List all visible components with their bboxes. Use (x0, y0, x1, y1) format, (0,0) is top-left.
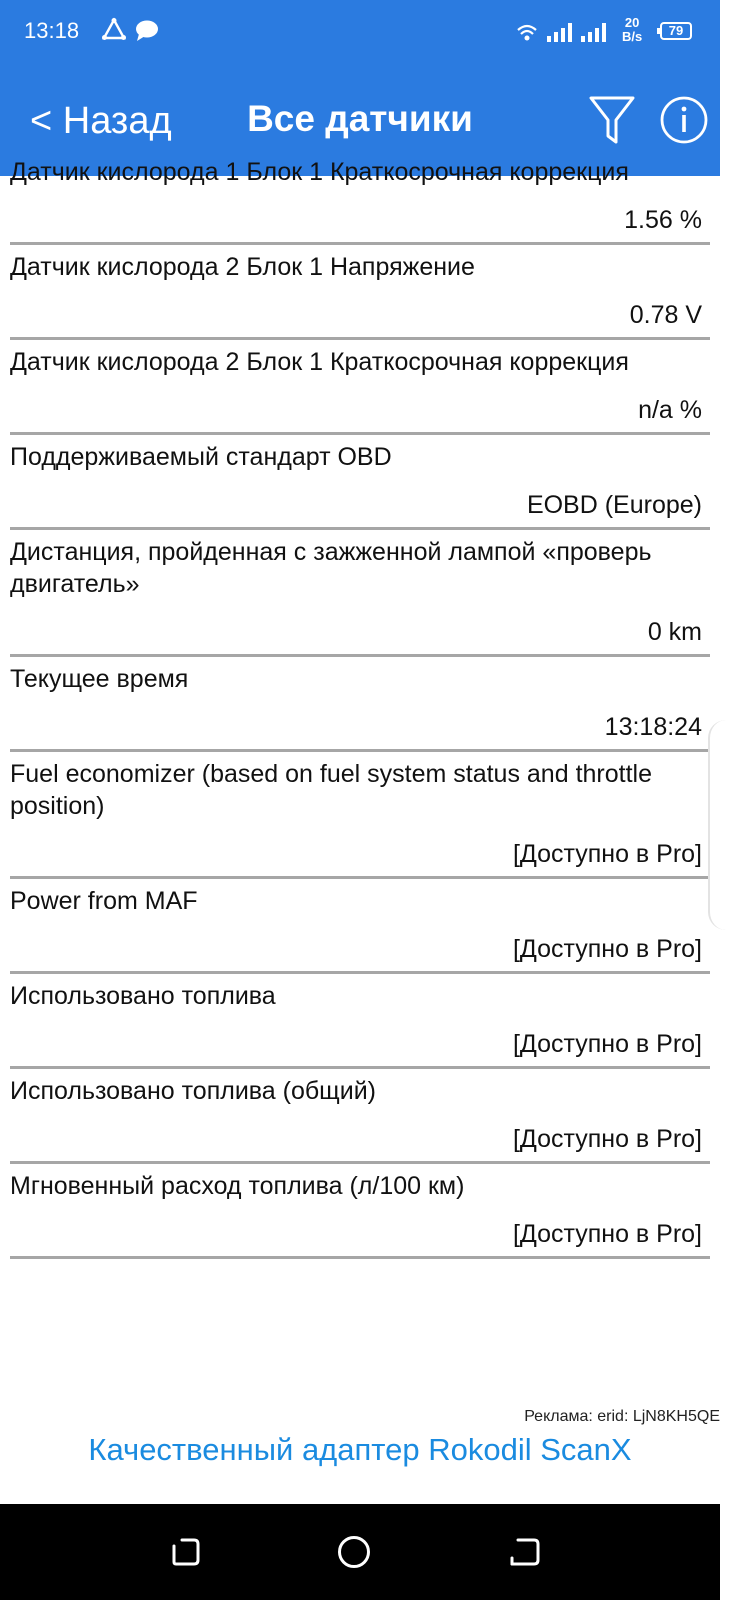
sensor-value: [Доступно в Pro] (512, 1220, 702, 1248)
status-bar (0, 0, 720, 64)
sensor-list (0, 150, 720, 1259)
battery-icon: 79 (660, 22, 692, 40)
list-item[interactable] (10, 974, 710, 1069)
sensor-value: [Доступно в Pro] (512, 935, 702, 963)
sensor-label: Текущее время (10, 665, 189, 693)
sensor-label: Использовано топлива (10, 982, 276, 1010)
list-item[interactable] (10, 657, 710, 752)
sensor-label: Power from MAF (10, 887, 198, 915)
sensor-label: Использовано топлива (общий) (10, 1077, 377, 1105)
signal-2-icon (580, 22, 608, 47)
list-item[interactable] (10, 752, 710, 879)
sensor-label: Датчик кислорода 2 Блок 1 Напряжение (10, 253, 475, 281)
page-title: Все датчики (247, 98, 473, 139)
list-item[interactable] (10, 879, 710, 974)
network-speed (622, 16, 642, 44)
status-time: 13:18 (24, 18, 80, 43)
sensor-label: Fuel economizer (based on fuel system status and throttle position) (10, 760, 652, 820)
filter-icon[interactable] (588, 94, 636, 146)
sensor-label: Поддерживаемый стандарт OBD (10, 443, 392, 471)
list-item[interactable] (10, 1069, 710, 1164)
ad-disclaimer: Реклама: erid: LjN8KH5QE (524, 1408, 720, 1425)
sensor-label: Датчик кислорода 1 Блок 1 Краткосрочная коррекция (10, 158, 629, 186)
sensor-value: [Доступно в Pro] (512, 1030, 702, 1058)
list-item[interactable] (10, 1164, 710, 1259)
edge-panel-handle[interactable] (708, 720, 730, 930)
home-circle-icon[interactable] (336, 1534, 372, 1570)
list-item[interactable] (10, 530, 710, 657)
ad-link[interactable]: Качественный адаптер Rokodil ScanX (88, 1432, 632, 1467)
sensor-value: 1.56 % (624, 206, 702, 234)
wifi-icon (516, 22, 538, 47)
list-item[interactable] (10, 245, 710, 340)
signal-1-icon (546, 22, 574, 47)
network-speed-value: 20 (624, 15, 640, 30)
sensor-value: [Доступно в Pro] (512, 840, 702, 868)
sensor-value: 0 km (647, 618, 702, 646)
sensor-value: EOBD (Europe) (526, 491, 702, 519)
back-icon[interactable] (506, 1534, 542, 1570)
navigation-bar (0, 1504, 720, 1600)
list-item[interactable] (10, 435, 710, 530)
list-item[interactable] (10, 340, 710, 435)
sensor-value: 0.78 V (629, 301, 702, 329)
sensor-value: n/a % (638, 396, 702, 424)
info-icon[interactable] (660, 96, 708, 144)
list-item[interactable] (10, 150, 710, 245)
recents-icon[interactable] (168, 1534, 204, 1570)
location-triangle-icon (102, 18, 126, 45)
back-button[interactable]: < Назад (30, 100, 172, 142)
sensor-value: [Доступно в Pro] (512, 1125, 702, 1153)
network-speed-unit: B/s (622, 29, 643, 44)
sensor-label: Датчик кислорода 2 Блок 1 Краткосрочная коррекция (10, 348, 629, 376)
chat-bubble-icon (134, 20, 158, 47)
sensor-label: Мгновенный расход топлива (л/100 км) (10, 1172, 465, 1200)
sensor-label: Дистанция, пройденная с зажженной лампой «проверь двигатель» (10, 538, 652, 598)
sensor-list-viewport[interactable] (0, 158, 720, 1406)
sensor-value: 13:18:24 (604, 713, 702, 741)
